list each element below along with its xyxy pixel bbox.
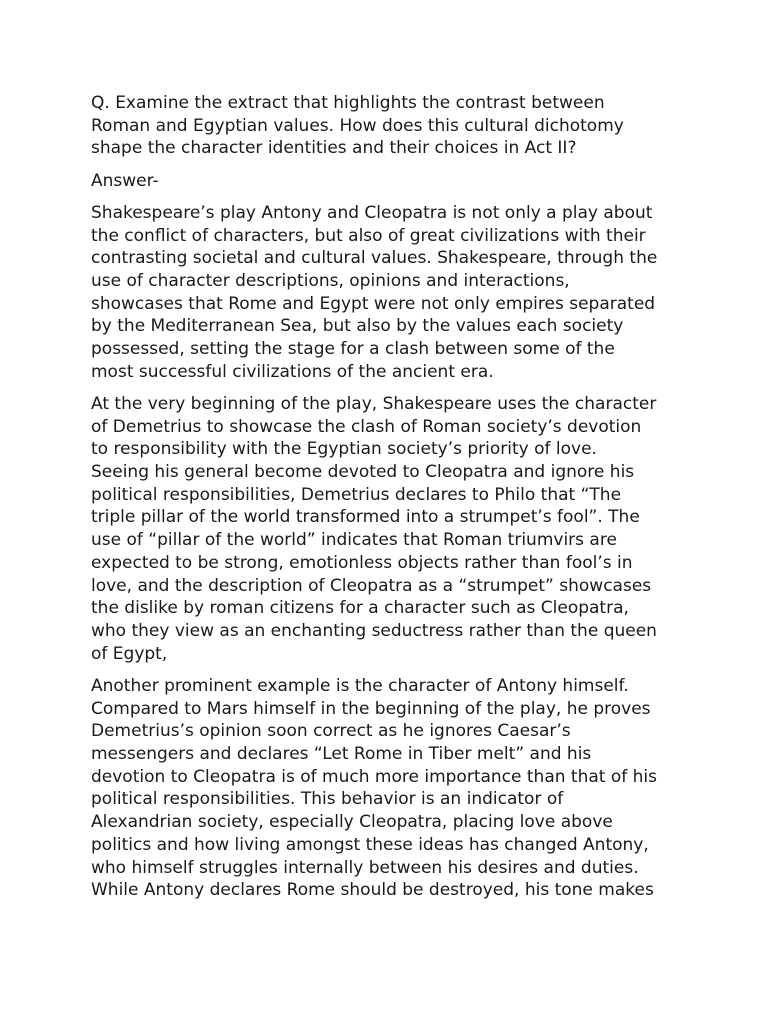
body-paragraph-2: [91, 393, 691, 665]
document-page: [91, 92, 691, 911]
text-line: of Demetrius to showcase the clash of Roman society’s devotion: [91, 416, 642, 437]
text-line: the conflict of characters, but also of great civilizations with their: [91, 225, 646, 246]
text-line: showcases that Rome and Egypt were not only empires separated: [91, 293, 656, 314]
text-line: politics and how living amongst these ideas has changed Antony,: [91, 834, 649, 855]
text-line: While Antony declares Rome should be destroyed, his tone makes: [91, 880, 654, 901]
body-paragraph-1: [91, 202, 691, 384]
text-line: use of “pillar of the world” indicates that Roman triumvirs are: [91, 530, 617, 551]
text-line: by the Mediterranean Sea, but also by the values each society: [91, 316, 624, 337]
text-line: love, and the description of Cleopatra as a “strumpet” showcases: [91, 575, 652, 596]
text-line: triple pillar of the world transformed into a strumpet’s fool”. The: [91, 507, 640, 528]
text-line: most successful civilizations of the ancient era.: [91, 361, 494, 382]
text-line: to responsibility with the Egyptian society’s priority of love.: [91, 439, 597, 460]
text-line: messengers and declares “Let Rome in Tiber melt” and his: [91, 743, 592, 764]
text-line: the dislike by roman citizens for a character such as Cleopatra,: [91, 598, 629, 619]
text-line: who himself struggles internally between his desires and duties.: [91, 857, 639, 878]
text-line: political responsibilities. This behavior is an indicator of: [91, 789, 564, 810]
text-line: use of character descriptions, opinions and interactions,: [91, 270, 570, 291]
text-line: shape the character identities and their choices in Act II?: [91, 138, 577, 159]
text-line: Demetrius’s opinion soon correct as he ignores Caesar’s: [91, 721, 571, 742]
text-line: Compared to Mars himself in the beginning of the play, he proves: [91, 698, 651, 719]
body-paragraph-3: [91, 675, 691, 902]
text-line: Shakespeare’s play Antony and Cleopatra is not only a play about: [91, 202, 653, 223]
text-line: Roman and Egyptian values. How does this cultural dichotomy: [91, 115, 624, 136]
text-line: devotion to Cleopatra is of much more importance than that of his: [91, 766, 657, 787]
text-line: political responsibilities, Demetrius declares to Philo that “The: [91, 484, 622, 505]
answer-label: [91, 170, 691, 193]
text-line: expected to be strong, emotionless objects rather than fool’s in: [91, 552, 633, 573]
text-line: At the very beginning of the play, Shakespeare uses the character: [91, 393, 657, 414]
text-line: Q. Examine the extract that highlights the contrast between: [91, 93, 605, 113]
question-paragraph: [91, 92, 691, 160]
text-line: Alexandrian society, especially Cleopatra, placing love above: [91, 812, 613, 833]
text-line: of Egypt,: [91, 643, 168, 664]
text-line: who they view as an enchanting seductress rather than the queen: [91, 620, 657, 641]
text-line: possessed, setting the stage for a clash between some of the: [91, 339, 615, 360]
text-line: contrasting societal and cultural values. Shakespeare, through the: [91, 248, 658, 269]
text-line: Answer-: [91, 170, 159, 191]
text-line: Another prominent example is the character of Antony himself.: [91, 675, 629, 696]
text-line: Seeing his general become devoted to Cleopatra and ignore his: [91, 462, 635, 483]
